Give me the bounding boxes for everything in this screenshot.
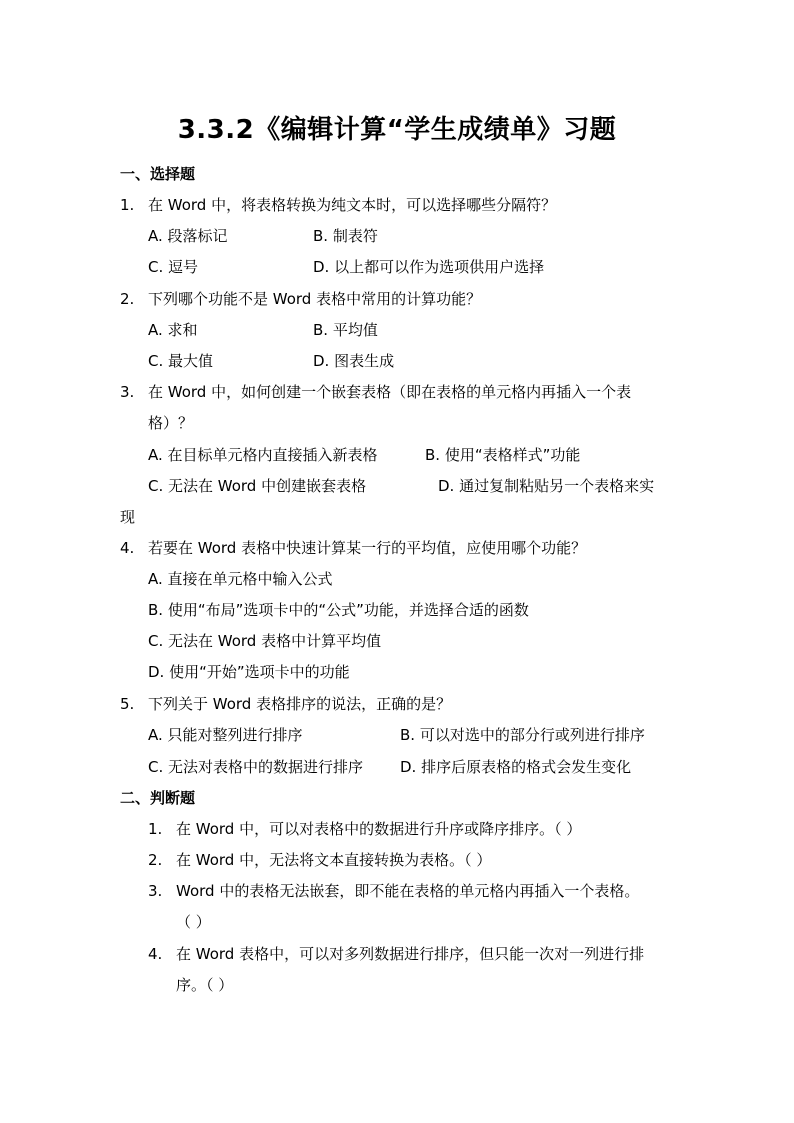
item-number: 4. — [148, 945, 163, 963]
option-a: A. 求和 — [148, 321, 198, 339]
option-b: B. 可以对选中的部分行或列进行排序 — [400, 726, 645, 744]
item-number: 3. — [148, 882, 163, 900]
option-d: D. 以上都可以作为选项供用户选择 — [313, 258, 545, 276]
question-text: 在 Word 中，将表格转换为纯文本时，可以选择哪些分隔符？ — [148, 196, 557, 214]
item-number: 2. — [148, 851, 163, 869]
option-a: A. 只能对整列进行排序 — [148, 726, 303, 744]
item-text: 在 Word 中，无法将文本直接转换为表格。（ ） — [176, 851, 492, 869]
option-a: A. 段落标记 — [148, 227, 228, 245]
option-b: B. 使用“表格样式”功能 — [425, 446, 581, 464]
option-c: C. 逗号 — [148, 258, 199, 276]
question-number: 2. — [120, 290, 135, 308]
option-c: C. 无法在 Word 中创建嵌套表格 — [148, 477, 367, 495]
question-2 — [120, 288, 481, 310]
judgment-item-4-continued: 序。（ ） — [176, 976, 234, 994]
question-text: 若要在 Word 表格中快速计算某一行的平均值，应使用哪个功能？ — [148, 539, 587, 557]
option-c: C. 无法在 Word 表格中计算平均值 — [148, 632, 382, 650]
judgment-item-3 — [148, 880, 639, 902]
question-5 — [120, 693, 451, 715]
option-d: D. 排序后原表格的格式会发生变化 — [400, 758, 632, 776]
page-title: 3.3.2《编辑计算“学生成绩单》习题 — [177, 115, 617, 145]
option-b: B. 使用“布局”选项卡中的“公式”功能，并选择合适的函数 — [148, 601, 529, 619]
question-number: 4. — [120, 539, 135, 557]
question-4 — [120, 537, 586, 559]
question-3 — [120, 381, 631, 403]
question-1 — [120, 194, 556, 216]
option-a: A. 在目标单元格内直接插入新表格 — [148, 446, 378, 464]
option-b: B. 制表符 — [313, 227, 378, 245]
option-d: D. 图表生成 — [313, 352, 395, 370]
question-number: 3. — [120, 383, 135, 401]
option-d-continued: 现 — [120, 508, 136, 526]
option-d: D. 使用“开始”选项卡中的功能 — [148, 663, 350, 681]
question-text: 下列哪个功能不是 Word 表格中常用的计算功能？ — [148, 290, 482, 308]
item-number: 1. — [148, 820, 163, 838]
section-heading-choice: 一、选择题 — [120, 165, 196, 183]
judgment-item-1 — [148, 818, 581, 840]
question-text: 下列关于 Word 表格排序的说法，正确的是？ — [148, 695, 452, 713]
option-b: B. 平均值 — [313, 321, 378, 339]
question-text: 在 Word 中，如何创建一个嵌套表格（即在表格的单元格内再插入一个表 — [148, 383, 632, 401]
item-text: 在 Word 表格中，可以对多列数据进行排序，但只能一次对一列进行排 — [176, 945, 645, 963]
item-text: Word 中的表格无法嵌套，即不能在表格的单元格内再插入一个表格。 — [176, 882, 640, 900]
question-text-continued: 格）？ — [148, 414, 194, 432]
option-c: C. 最大值 — [148, 352, 214, 370]
question-number: 1. — [120, 196, 135, 214]
option-d: D. 通过复制粘贴另一个表格来实 — [438, 477, 655, 495]
section-heading-judgment: 二、判断题 — [120, 789, 196, 807]
question-number: 5. — [120, 695, 135, 713]
option-c: C. 无法对表格中的数据进行排序 — [148, 758, 364, 776]
option-a: A. 直接在单元格中输入公式 — [148, 570, 333, 588]
item-text: 在 Word 中，可以对表格中的数据进行升序或降序排序。（ ） — [176, 820, 582, 838]
judgment-item-4 — [148, 943, 644, 965]
judgment-item-3-continued: （ ） — [176, 913, 211, 931]
judgment-item-2 — [148, 849, 491, 871]
